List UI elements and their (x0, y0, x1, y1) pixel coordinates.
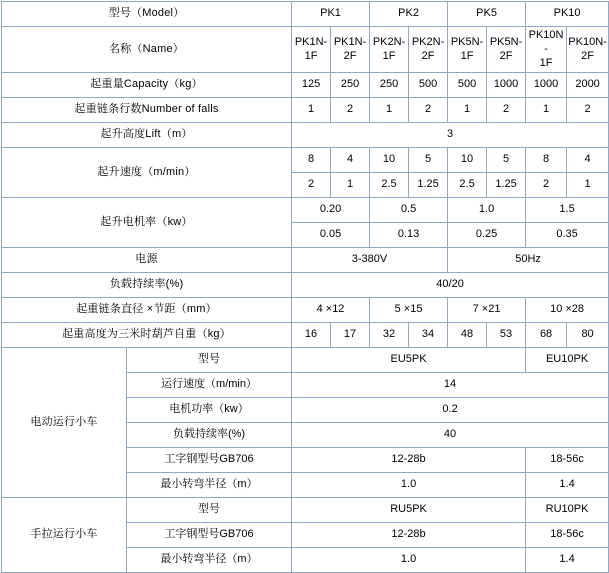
cell-etrolley-speed: 14 (292, 373, 609, 398)
cell-etrolley-beam-2: 18-56c (526, 448, 609, 473)
table-row-chain (2, 298, 609, 323)
cell-capacity-5: 500 (448, 73, 487, 98)
sublabel-mtrolley-beam: 工字钢型号GB706 (127, 523, 292, 548)
cell-speed2-7: 2 (526, 173, 567, 198)
cell-weight3m-2: 17 (331, 323, 370, 348)
cell-name-7: PK10N- 1F (526, 27, 567, 73)
cell-chain-1: 4 ×12 (292, 298, 370, 323)
row-label-model: 型号（Model） (2, 2, 292, 27)
cell-speed2-5: 2.5 (448, 173, 487, 198)
cell-model-pk2: PK2 (370, 2, 448, 27)
cell-falls-5: 1 (448, 98, 487, 123)
cell-weight3m-3: 32 (370, 323, 409, 348)
cell-weight3m-8: 80 (567, 323, 609, 348)
cell-motor2-2: 0.13 (370, 223, 448, 248)
cell-chain-4: 10 ×28 (526, 298, 609, 323)
cell-capacity-4: 500 (409, 73, 448, 98)
row-label-manual-trolley: 手拉运行小车 (2, 498, 127, 573)
cell-speed1-5: 10 (448, 148, 487, 173)
cell-falls-2: 2 (331, 98, 370, 123)
cell-capacity-6: 1000 (487, 73, 526, 98)
row-label-name: 名称（Name） (2, 27, 292, 73)
cell-speed2-2: 1 (331, 173, 370, 198)
cell-etrolley-beam-1: 12-28b (292, 448, 526, 473)
cell-weight3m-6: 53 (487, 323, 526, 348)
cell-speed1-1: 8 (292, 148, 331, 173)
table-row-duty (2, 273, 609, 298)
table-row-name (2, 27, 609, 73)
cell-etrolley-power: 0.2 (292, 398, 609, 423)
table-row-speed-1 (2, 148, 609, 173)
cell-duty-value: 40/20 (292, 273, 609, 298)
row-label-motor: 起升电机率（kw） (2, 198, 292, 248)
cell-speed2-8: 1 (567, 173, 609, 198)
cell-speed2-4: 1.25 (409, 173, 448, 198)
cell-chain-2: 5 ×15 (370, 298, 448, 323)
sublabel-etrolley-model: 型号 (127, 348, 292, 373)
sublabel-etrolley-beam: 工字钢型号GB706 (127, 448, 292, 473)
cell-name-4: PK2N- 2F (409, 27, 448, 73)
cell-weight3m-5: 48 (448, 323, 487, 348)
sublabel-etrolley-duty: 负载持续率(%) (127, 423, 292, 448)
cell-name-1: PK1N- 1F (292, 27, 331, 73)
cell-etrolley-radius-2: 1.4 (526, 473, 609, 498)
sublabel-etrolley-speed: 运行速度（m/min） (127, 373, 292, 398)
cell-motor1-1: 0.20 (292, 198, 370, 223)
cell-model-pk10: PK10 (526, 2, 609, 27)
cell-mtrolley-radius-1: 1.0 (292, 548, 526, 573)
row-label-speed: 起升速度（m/min） (2, 148, 292, 198)
table-row-etrolley-model (2, 348, 609, 373)
cell-name-3: PK2N- 1F (370, 27, 409, 73)
cell-name-2: PK1N- 2F (331, 27, 370, 73)
table-row-falls (2, 98, 609, 123)
cell-capacity-3: 250 (370, 73, 409, 98)
cell-motor2-3: 0.25 (448, 223, 526, 248)
table-row-lift (2, 123, 609, 148)
cell-capacity-7: 1000 (526, 73, 567, 98)
cell-etrolley-duty: 40 (292, 423, 609, 448)
table-row-mtrolley-model (2, 498, 609, 523)
cell-name-5: PK5N- 1F (448, 27, 487, 73)
sublabel-mtrolley-radius: 最小转弯半径（m） (127, 548, 292, 573)
table-row-model (2, 2, 609, 27)
cell-mtrolley-beam-2: 18-56c (526, 523, 609, 548)
row-label-lift: 起升高度Lift（m） (2, 123, 292, 148)
row-label-duty: 负载持续率(%) (2, 273, 292, 298)
cell-falls-1: 1 (292, 98, 331, 123)
cell-capacity-2: 250 (331, 73, 370, 98)
cell-speed1-3: 10 (370, 148, 409, 173)
cell-speed2-1: 2 (292, 173, 331, 198)
cell-name-8: PK10N-2F (567, 27, 609, 73)
cell-model-pk5: PK5 (448, 2, 526, 27)
cell-etrolley-model-1: EU5PK (292, 348, 526, 373)
sublabel-mtrolley-model: 型号 (127, 498, 292, 523)
cell-speed1-6: 5 (487, 148, 526, 173)
cell-weight3m-1: 16 (292, 323, 331, 348)
cell-weight3m-7: 68 (526, 323, 567, 348)
row-label-chain: 起重链条直径 ×节距（mm） (2, 298, 292, 323)
cell-motor1-4: 1.5 (526, 198, 609, 223)
row-label-power: 电源 (2, 248, 292, 273)
cell-capacity-1: 125 (292, 73, 331, 98)
cell-falls-4: 2 (409, 98, 448, 123)
cell-weight3m-4: 34 (409, 323, 448, 348)
cell-speed2-3: 2.5 (370, 173, 409, 198)
specification-table (1, 1, 609, 573)
cell-falls-3: 1 (370, 98, 409, 123)
table-row-motor-1 (2, 198, 609, 223)
table-row-power (2, 248, 609, 273)
cell-falls-8: 2 (567, 98, 609, 123)
cell-mtrolley-beam-1: 12-28b (292, 523, 526, 548)
cell-power-frequency: 50Hz (448, 248, 609, 273)
cell-model-pk1: PK1 (292, 2, 370, 27)
cell-etrolley-radius-1: 1.0 (292, 473, 526, 498)
cell-motor2-1: 0.05 (292, 223, 370, 248)
sublabel-etrolley-power: 电机功率（kw） (127, 398, 292, 423)
cell-motor1-2: 0.5 (370, 198, 448, 223)
row-label-capacity: 起重量Capacity（kg） (2, 73, 292, 98)
cell-power-voltage: 3-380V (292, 248, 448, 273)
table-row-weight3m (2, 323, 609, 348)
cell-speed2-6: 1.25 (487, 173, 526, 198)
cell-falls-6: 2 (487, 98, 526, 123)
cell-capacity-8: 2000 (567, 73, 609, 98)
cell-falls-7: 1 (526, 98, 567, 123)
cell-motor2-4: 0.35 (526, 223, 609, 248)
row-label-electric-trolley: 电动运行小车 (2, 348, 127, 498)
cell-mtrolley-radius-2: 1.4 (526, 548, 609, 573)
cell-lift-value: 3 (292, 123, 609, 148)
cell-chain-3: 7 ×21 (448, 298, 526, 323)
cell-speed1-2: 4 (331, 148, 370, 173)
cell-name-6: PK5N- 2F (487, 27, 526, 73)
cell-etrolley-model-2: EU10PK (526, 348, 609, 373)
sublabel-etrolley-radius: 最小转弯半径（m） (127, 473, 292, 498)
row-label-falls: 起重链条行数Number of falls (2, 98, 292, 123)
row-label-weight3m: 起重高度为三米时葫芦自重（kg） (2, 323, 292, 348)
cell-motor1-3: 1.0 (448, 198, 526, 223)
cell-speed1-8: 4 (567, 148, 609, 173)
cell-speed1-7: 8 (526, 148, 567, 173)
cell-speed1-4: 5 (409, 148, 448, 173)
table-row-capacity (2, 73, 609, 98)
cell-mtrolley-model-1: RU5PK (292, 498, 526, 523)
cell-mtrolley-model-2: RU10PK (526, 498, 609, 523)
